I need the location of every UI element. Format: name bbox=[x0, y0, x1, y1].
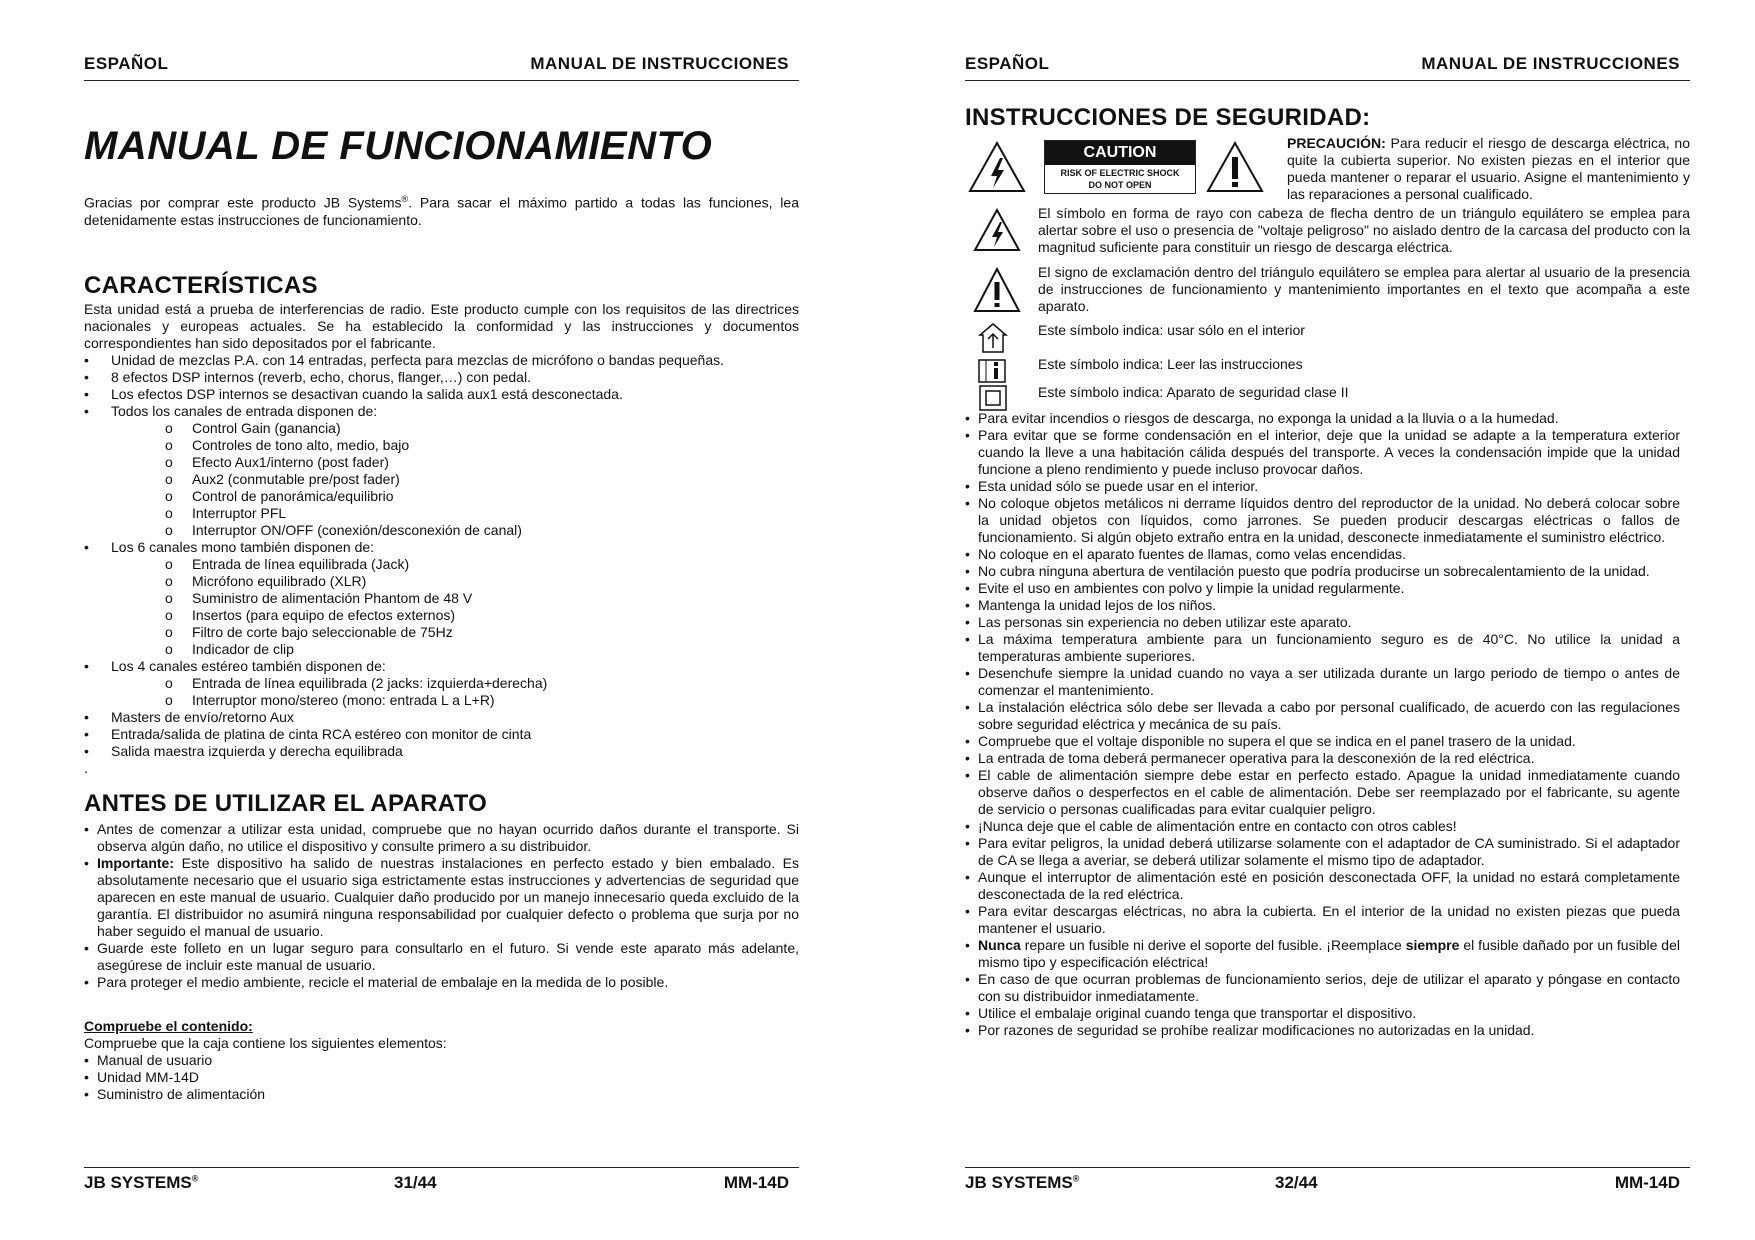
important-text: Este dispositivo ha salido de nuestras instalaciones en perfecto estado y bien embalado. Es absolutamente necesario que el usuario siga estrictamente estas instrucciones y advertencias de seguridad que aparecen en este manual de usuario. Cualquier daño producido por un manejo innecesario queda excluido de la garantía. El distribuidor no asumirá ninguna responsabilidad por cualquier defecto o problema que surja por no haber seguido el manual de usuario. bbox=[97, 855, 799, 939]
list-item: • Salida maestra izquierda y derecha equilibrada bbox=[84, 743, 799, 760]
list-item: • Compruebe que el voltaje disponible no supera el que se indica en el panel trasero de la unidad. bbox=[965, 733, 1680, 750]
list-item: • Para proteger el medio ambiente, recicle el material de embalaje en la medida de lo posible. bbox=[84, 974, 799, 991]
list-item: • No coloque en el aparato fuentes de llamas, como velas encendidas. bbox=[965, 546, 1680, 563]
footer-brand bbox=[965, 1173, 1079, 1193]
list-item: o Suministro de alimentación Phantom de 48 V bbox=[165, 590, 799, 607]
footer-page-number: 32/44 bbox=[1275, 1173, 1318, 1192]
indoor-use-icon bbox=[978, 322, 1008, 354]
list-item: • Los 6 canales mono también disponen de: bbox=[84, 539, 799, 556]
safety-heading: INSTRUCCIONES DE SEGURIDAD: bbox=[965, 104, 1371, 131]
brand-text: JB SYSTEMS bbox=[965, 1173, 1073, 1192]
exclamation-symbol-text: El signo de exclamación dentro del triángulo equilátero se emplea para alertar al usuario de la presencia de instrucciones de funcionamiento y mantenimiento importantes en el texto que acompaña a este aparato. bbox=[1038, 264, 1690, 314]
class-two-icon bbox=[978, 384, 1008, 412]
list-item: • Para evitar incendios o riesgos de descarga, no exponga la unidad a la lluvia o a la humedad. bbox=[965, 410, 1680, 427]
list-item bbox=[84, 855, 799, 940]
list-item: • Unidad MM-14D bbox=[84, 1069, 799, 1086]
lightning-symbol-text: El símbolo en forma de rayo con cabeza de flecha dentro de un triángulo equilátero se emplea para alertar sobre el uso o presencia de "voltaje peligroso" no aislado dentro de la carcasa del producto con la magnitud suficiente para constituir un riesgo de descarga eléctrica. bbox=[1038, 205, 1690, 255]
mono-label-list bbox=[84, 539, 799, 556]
list-item: • Entrada/salida de platina de cinta RCA estéreo con monitor de cinta bbox=[84, 726, 799, 743]
class2-symbol-text: Este símbolo indica: Aparato de seguridad clase II bbox=[1038, 384, 1349, 400]
page-header bbox=[965, 54, 1690, 81]
caution-subtitle bbox=[1045, 165, 1195, 191]
list-item: • La entrada de toma deberá permanecer operativa para la desconexión de la red eléctrica. bbox=[965, 750, 1680, 767]
list-item: o Insertos (para equipo de efectos externos) bbox=[165, 607, 799, 624]
features-heading: CARACTERÍSTICAS bbox=[84, 272, 318, 299]
page-footer bbox=[84, 1167, 799, 1197]
contents-text: Compruebe que la caja contiene los siguientes elementos: bbox=[84, 1035, 447, 1051]
contents-list bbox=[84, 1052, 799, 1103]
caution-sub-line-2: DO NOT OPEN bbox=[1088, 180, 1152, 190]
header-manual: MANUAL DE INSTRUCCIONES bbox=[530, 54, 789, 73]
intro-after: . Para sacar el máximo partido a todas las funciones, lea detenidamente estas instrucciones de funcionamiento. bbox=[84, 194, 799, 228]
list-item: • Los 4 canales estéreo también disponen de: bbox=[84, 658, 799, 675]
precaution-label: PRECAUCIÓN: bbox=[1287, 135, 1386, 151]
list-item: • Para evitar que se forme condensación en el interior, deje que la unidad se adapte a la temperatura exterior cuando la lleve a una habitación cálida después del transporte. A veces la condensación impide que la unidad funcione a pleno rendimiento y puede incluso provocar daños. bbox=[965, 427, 1680, 478]
page-title: MANUAL DE FUNCIONAMIENTO bbox=[84, 124, 713, 168]
list-item: • En caso de que ocurran problemas de funcionamiento serios, deje de utilizar el aparato y póngase en contacto con su distribuidor inmediatamente. bbox=[965, 971, 1680, 1005]
list-item: • Guarde este folleto en un lugar seguro para consultarlo en el futuro. Si vende este aparato más adelante, asegúrese de incluir este manual de usuario. bbox=[84, 940, 799, 974]
list-item: • La instalación eléctrica sólo debe ser llevada a cabo por personal cualificado, de acuerdo con las regulaciones sobre seguridad eléctrica y mecánica de su país. bbox=[965, 699, 1680, 733]
list-item: • Antes de comenzar a utilizar esta unidad, compruebe que no hayan ocurrido daños durante el transporte. Si observa algún daño, no utilice el dispositivo y consulte primero a su distribuidor. bbox=[84, 821, 799, 855]
list-item: o Control Gain (ganancia) bbox=[165, 420, 799, 437]
fuse-text-2: el fusible dañado por un fusible del mismo tipo y especificación eléctrica! bbox=[978, 937, 1680, 970]
caution-sub-line-1: RISK OF ELECTRIC SHOCK bbox=[1060, 168, 1180, 178]
safety-section bbox=[965, 410, 1680, 1039]
precaution-text bbox=[1287, 135, 1690, 203]
footer-page-number: 31/44 bbox=[394, 1173, 437, 1192]
list-item: o Control de panorámica/equilibrio bbox=[165, 488, 799, 505]
exclamation-triangle-icon bbox=[973, 267, 1021, 313]
important-label: Importante: bbox=[97, 855, 174, 871]
brand-reg: ® bbox=[191, 1173, 199, 1184]
list-item: • Para evitar descargas eléctricas, no abra la cubierta. En el interior de la unidad no existen piezas que pueda mantener el usuario. bbox=[965, 903, 1680, 937]
read-instructions-icon bbox=[977, 356, 1009, 384]
features-list bbox=[84, 352, 799, 420]
list-item: o Micrófono equilibrado (XLR) bbox=[165, 573, 799, 590]
list-item bbox=[965, 937, 1680, 971]
header-manual: MANUAL DE INSTRUCCIONES bbox=[1421, 54, 1680, 73]
list-item: • Desenchufe siempre la unidad cuando no vaya a ser utilizada durante un largo periodo de tiempo o antes de comenzar el mantenimiento. bbox=[965, 665, 1680, 699]
more-features-list bbox=[84, 709, 799, 760]
contents-section bbox=[84, 1035, 799, 1103]
list-item: • Para evitar peligros, la unidad deberá utilizarse solamente con el adaptador de CA suministrado. Si el adaptador de CA se llega a averiar, se deberá utilizar solamente el mismo tipo de adaptador. bbox=[965, 835, 1680, 869]
list-item: • ¡Nunca deje que el cable de alimentación entre en contacto con otros cables! bbox=[965, 818, 1680, 835]
list-item: o Indicador de clip bbox=[165, 641, 799, 658]
list-item: • 8 efectos DSP internos (reverb, echo, chorus, flanger,…) con pedal. bbox=[84, 369, 799, 386]
list-item: • La máxima temperatura ambiente para un funcionamiento seguro es de 40°C. No utilice la unidad a temperaturas ambiente superiores. bbox=[965, 631, 1680, 665]
list-item: o Interruptor PFL bbox=[165, 505, 799, 522]
intro-reg: ® bbox=[401, 194, 409, 204]
header-language: ESPAÑOL bbox=[84, 54, 169, 73]
features-text: Esta unidad está a prueba de interferencias de radio. Este producto cumple con los requisitos de las directrices nacionales y europeas actuales. Se ha establecido la conformidad y las instrucciones y documentos correspondientes han sido depositados por el fabricante. bbox=[84, 301, 799, 351]
lightning-triangle-icon bbox=[973, 208, 1021, 252]
safety-list bbox=[965, 410, 1680, 1039]
before-use-list bbox=[84, 821, 799, 991]
page-header bbox=[84, 54, 799, 81]
list-item: • Todos los canales de entrada disponen de: bbox=[84, 403, 799, 420]
list-item: • El cable de alimentación siempre debe estar en perfecto estado. Apague la unidad inmediatamente cuando observe daños o desperfectos en el cable de alimentación. Debe ser reemplazado por el fabricante, su agente de servicio o personas cualificadas para evitar cualquier peligro. bbox=[965, 767, 1680, 818]
list-item: o Controles de tono alto, medio, bajo bbox=[165, 437, 799, 454]
precaution-body: Para reducir el riesgo de descarga eléctrica, no quite la cubierta superior. No existen piezas en el interior que pueda mantener o reparar el usuario. Asigne el mantenimiento y las reparaciones a personal cualificado. bbox=[1287, 135, 1690, 202]
list-item: • Suministro de alimentación bbox=[84, 1086, 799, 1103]
list-item: • Unidad de mezclas P.A. con 14 entradas, perfecta para mezclas de micrófono o bandas pequeñas. bbox=[84, 352, 799, 369]
list-item: • Los efectos DSP internos se desactivan cuando la salida aux1 está desconectada. bbox=[84, 386, 799, 403]
features-section bbox=[84, 301, 799, 777]
list-item: • Mantenga la unidad lejos de los niños. bbox=[965, 597, 1680, 614]
intro-before: Gracias por comprar este producto JB Systems bbox=[84, 194, 402, 211]
list-item: o Efecto Aux1/interno (post fader) bbox=[165, 454, 799, 471]
intro-paragraph bbox=[84, 191, 799, 229]
right-page bbox=[965, 0, 1690, 1240]
exclamation-triangle-icon bbox=[1205, 140, 1265, 194]
stray-dot: . bbox=[84, 760, 88, 776]
list-item: • Por razones de seguridad se prohíbe realizar modificaciones no autorizadas en la unidad. bbox=[965, 1022, 1680, 1039]
footer-model: MM-14D bbox=[1614, 1173, 1680, 1192]
list-item: o Aux2 (conmutable pre/post fader) bbox=[165, 471, 799, 488]
fuse-always: siempre bbox=[1405, 937, 1460, 953]
brand-reg: ® bbox=[1072, 1173, 1080, 1184]
left-page bbox=[84, 0, 799, 1240]
all-channels-sublist bbox=[84, 420, 799, 539]
before-use-section bbox=[84, 821, 799, 991]
lightning-triangle-icon bbox=[967, 140, 1027, 194]
brand-text: JB SYSTEMS bbox=[84, 1173, 192, 1192]
caution-title: CAUTION bbox=[1045, 141, 1195, 165]
stereo-channels-sublist bbox=[84, 675, 799, 709]
list-item: • Esta unidad sólo se puede usar en el interior. bbox=[965, 478, 1680, 495]
list-item: o Entrada de línea equilibrada (Jack) bbox=[165, 556, 799, 573]
list-item: o Entrada de línea equilibrada (2 jacks: izquierda+derecha) bbox=[165, 675, 799, 692]
indoor-symbol-text: Este símbolo indica: usar sólo en el interior bbox=[1038, 322, 1305, 338]
list-item: • Masters de envío/retorno Aux bbox=[84, 709, 799, 726]
contents-title: Compruebe el contenido: bbox=[84, 1018, 253, 1034]
list-item: • Evite el uso en ambientes con polvo y limpie la unidad regularmente. bbox=[965, 580, 1680, 597]
footer-model: MM-14D bbox=[723, 1173, 789, 1192]
caution-label bbox=[1044, 140, 1196, 194]
footer-brand bbox=[84, 1173, 198, 1193]
list-item: • No cubra ninguna abertura de ventilación puesto que podría producirse un sobrecalentamiento de la unidad. bbox=[965, 563, 1680, 580]
mono-channels-sublist bbox=[84, 556, 799, 658]
list-item: • Las personas sin experiencia no deben utilizar este aparato. bbox=[965, 614, 1680, 631]
before-use-heading: ANTES DE UTILIZAR EL APARATO bbox=[84, 790, 488, 817]
list-item: o Interruptor mono/stereo (mono: entrada L a L+R) bbox=[165, 692, 799, 709]
stereo-label-list bbox=[84, 658, 799, 675]
fuse-text-1: repare un fusible ni derive el soporte del fusible. ¡Reemplace bbox=[1020, 937, 1406, 953]
list-item: • Aunque el interruptor de alimentación esté en posición desconectada OFF, la unidad no estará completamente desconectada de la red eléctrica. bbox=[965, 869, 1680, 903]
list-item: • Utilice el embalaje original cuando tenga que transportar el dispositivo. bbox=[965, 1005, 1680, 1022]
list-item: o Interruptor ON/OFF (conexión/desconexión de canal) bbox=[165, 522, 799, 539]
list-item: o Filtro de corte bajo seleccionable de 75Hz bbox=[165, 624, 799, 641]
read-symbol-text: Este símbolo indica: Leer las instrucciones bbox=[1038, 356, 1303, 372]
list-item: • Manual de usuario bbox=[84, 1052, 799, 1069]
page-footer bbox=[965, 1167, 1690, 1197]
list-item: • No coloque objetos metálicos ni derrame líquidos dentro del reproductor de la unidad. No deberá colocar sobre la unidad objetos con líquidos, como jarrones. Se pueden producir descargas eléctricas o fallos de funcionamiento. Si algún objeto extraño entra en la unidad, desconecte inmediatamente el suministro eléctrico. bbox=[965, 495, 1680, 546]
header-language: ESPAÑOL bbox=[965, 54, 1050, 73]
fuse-never: Nunca bbox=[978, 937, 1021, 953]
